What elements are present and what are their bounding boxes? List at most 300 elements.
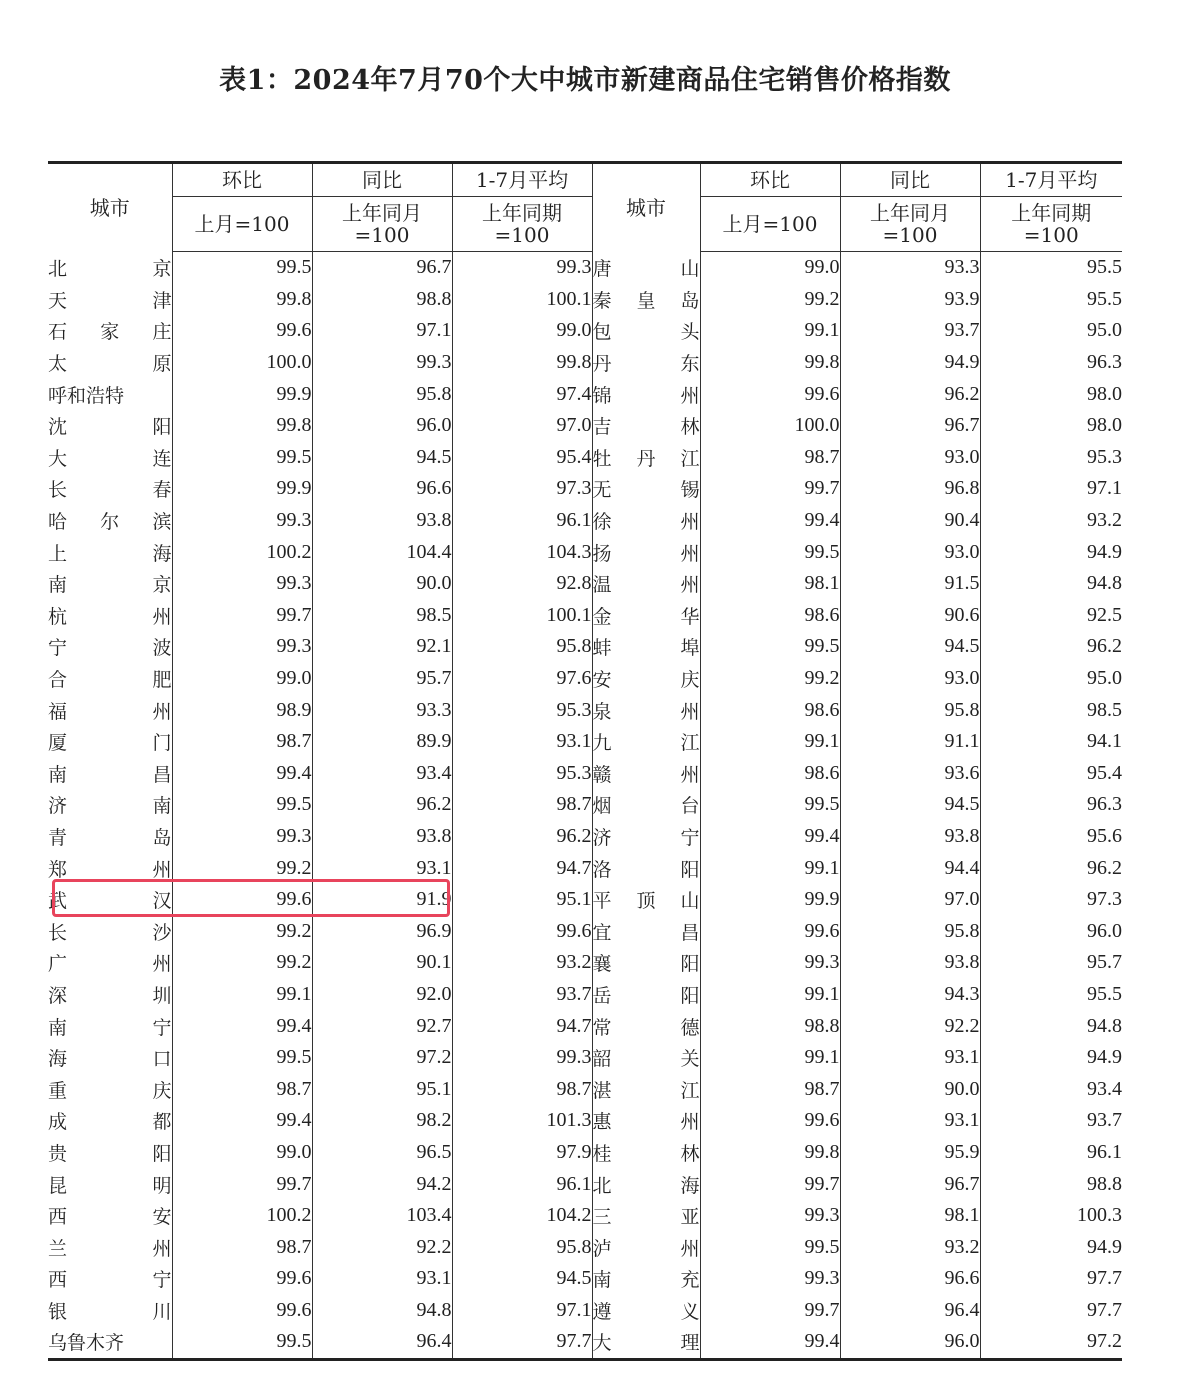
city-cell (48, 663, 172, 695)
mom-value: 99.5 (172, 442, 312, 474)
city-cell (592, 789, 700, 821)
city-name: 乌鲁木齐 (48, 1332, 125, 1355)
city-cell (48, 726, 172, 758)
yoy-value: 96.7 (840, 410, 980, 442)
yoy-value: 90.0 (312, 568, 452, 600)
city-name: 桂 林 (592, 1142, 700, 1165)
city-cell (48, 536, 172, 568)
city-name: 大 理 (592, 1332, 700, 1355)
mom-value: 99.7 (700, 1295, 840, 1327)
yoy-value: 97.2 (312, 1042, 452, 1074)
yoy-value: 93.7 (840, 315, 980, 347)
avg-value: 96.3 (1087, 793, 1122, 816)
avg-value: 95.8 (452, 1231, 592, 1263)
city-name: 杭 州 (48, 605, 172, 628)
yoy-value: 94.4 (840, 852, 980, 884)
yoy-value: 92.7 (312, 1010, 452, 1042)
city-cell (592, 1010, 700, 1042)
city-name: 徐 州 (592, 511, 700, 534)
city-name: 安 庆 (592, 669, 700, 692)
city-cell (48, 821, 172, 853)
yoy-value: 93.1 (840, 1105, 980, 1137)
mom-value: 99.7 (172, 1168, 312, 1200)
avg-value: 97.7 (1087, 1298, 1122, 1321)
city-cell (592, 315, 700, 347)
city-cell (48, 947, 172, 979)
yoy-value: 98.5 (312, 600, 452, 632)
table-body (48, 252, 1122, 1360)
mom-value: 99.4 (172, 758, 312, 790)
mom-value: 99.5 (700, 536, 840, 568)
yoy-value: 93.0 (840, 663, 980, 695)
mom-value: 99.3 (172, 821, 312, 853)
yoy-value: 96.8 (840, 473, 980, 505)
city-cell (592, 252, 700, 284)
avg-value: 95.3 (452, 758, 592, 790)
city-name: 丹 东 (592, 353, 700, 376)
city-name: 哈 尔 滨 (48, 511, 172, 534)
city-cell (592, 1231, 700, 1263)
avg-value: 97.7 (452, 1326, 592, 1359)
yoy-value: 96.4 (840, 1295, 980, 1327)
table-row (48, 758, 1122, 790)
mom-value: 99.1 (700, 726, 840, 758)
city-cell (48, 1105, 172, 1137)
city-name: 合 肥 (48, 669, 172, 692)
city-name: 广 州 (48, 953, 172, 976)
city-cell (48, 1231, 172, 1263)
city-cell (48, 1168, 172, 1200)
avg-value: 95.3 (452, 694, 592, 726)
city-cell (592, 442, 700, 474)
avg-value: 104.3 (452, 536, 592, 568)
city-name: 金 华 (592, 605, 700, 628)
mom-value: 99.5 (172, 1042, 312, 1074)
city-name: 上 海 (48, 542, 172, 565)
city-name: 赣 州 (592, 763, 700, 786)
city-name: 湛 江 (592, 1079, 700, 1102)
yoy-value: 91.9 (312, 884, 452, 916)
avg-value: 96.3 (1087, 351, 1122, 374)
avg-value: 95.5 (1087, 287, 1122, 310)
yoy-value: 99.3 (312, 347, 452, 379)
mom-value: 99.3 (700, 1263, 840, 1295)
table-row (48, 947, 1122, 979)
yoy-value: 89.9 (312, 726, 452, 758)
avg-value: 95.6 (1087, 824, 1122, 847)
city-cell (48, 915, 172, 947)
yoy-value: 94.5 (840, 789, 980, 821)
yoy-value: 95.9 (840, 1137, 980, 1169)
city-cell (592, 378, 700, 410)
city-name: 泉 州 (592, 700, 700, 723)
avg-value: 93.7 (452, 979, 592, 1011)
city-cell (592, 884, 700, 916)
avg-value: 94.7 (452, 852, 592, 884)
mom-value: 99.2 (172, 915, 312, 947)
table-row (48, 821, 1122, 853)
avg-value: 98.8 (1087, 1172, 1122, 1195)
header-mom-right: 环比 (700, 163, 840, 197)
city-cell (592, 1168, 700, 1200)
mom-value: 99.6 (172, 884, 312, 916)
avg-value: 95.4 (452, 442, 592, 474)
table-row (48, 568, 1122, 600)
avg-value: 92.8 (452, 568, 592, 600)
yoy-value: 97.1 (312, 315, 452, 347)
avg-value: 95.4 (1087, 761, 1122, 784)
avg-value: 96.2 (1087, 856, 1122, 879)
city-cell (592, 821, 700, 853)
city-cell (48, 631, 172, 663)
city-name: 重 庆 (48, 1079, 172, 1102)
city-name: 蚌 埠 (592, 637, 700, 660)
mom-value: 99.0 (172, 663, 312, 695)
avg-value: 95.7 (1087, 951, 1122, 974)
city-name: 北 海 (592, 1174, 700, 1197)
yoy-value: 96.0 (840, 1326, 980, 1359)
avg-value: 96.2 (452, 821, 592, 853)
city-name: 福 州 (48, 700, 172, 723)
avg-value: 99.8 (452, 347, 592, 379)
city-cell (592, 758, 700, 790)
city-cell (592, 347, 700, 379)
city-cell (48, 410, 172, 442)
avg-value: 97.7 (1087, 1267, 1122, 1290)
city-cell (592, 600, 700, 632)
yoy-value: 103.4 (312, 1200, 452, 1232)
yoy-value: 93.3 (840, 252, 980, 284)
avg-value: 96.1 (452, 505, 592, 537)
city-cell (48, 315, 172, 347)
city-cell (592, 631, 700, 663)
city-name: 南 宁 (48, 1016, 172, 1039)
city-cell (48, 1137, 172, 1169)
avg-value: 99.3 (452, 252, 592, 284)
city-name: 常 德 (592, 1016, 700, 1039)
header-mom-base-left: 上月=100 (172, 197, 312, 252)
city-name: 包 头 (592, 321, 700, 344)
header-mom-left: 环比 (172, 163, 312, 197)
avg-value: 101.3 (452, 1105, 592, 1137)
city-name: 长 春 (48, 479, 172, 502)
table-row (48, 536, 1122, 568)
header-yoy-left: 同比 (312, 163, 452, 197)
mom-value: 99.6 (700, 378, 840, 410)
city-cell (592, 663, 700, 695)
city-name: 青 岛 (48, 826, 172, 849)
header-avg-base-right: 上年同期 =100 (980, 197, 1122, 252)
city-name: 牡 丹 江 (592, 447, 700, 470)
city-name: 平 顶 山 (592, 890, 700, 913)
city-cell (48, 284, 172, 316)
yoy-value: 91.5 (840, 568, 980, 600)
avg-value: 95.5 (1087, 982, 1122, 1005)
city-cell (592, 979, 700, 1011)
mom-value: 99.9 (172, 473, 312, 505)
table-row (48, 915, 1122, 947)
city-name: 南 京 (48, 574, 172, 597)
city-cell (592, 915, 700, 947)
city-cell (592, 1295, 700, 1327)
avg-value: 94.5 (452, 1263, 592, 1295)
city-name: 岳 阳 (592, 984, 700, 1007)
mom-value: 99.8 (700, 1137, 840, 1169)
mom-value: 99.6 (172, 1263, 312, 1295)
mom-value: 99.5 (172, 252, 312, 284)
yoy-value: 98.2 (312, 1105, 452, 1137)
mom-value: 99.1 (700, 315, 840, 347)
city-cell (592, 1137, 700, 1169)
avg-value: 94.8 (1087, 1014, 1122, 1037)
header-city-right: 城市 (592, 163, 700, 252)
city-cell (592, 947, 700, 979)
mom-value: 98.6 (700, 600, 840, 632)
avg-value: 95.1 (452, 884, 592, 916)
yoy-value: 104.4 (312, 536, 452, 568)
header-city-left: 城市 (48, 163, 172, 252)
yoy-value: 92.2 (840, 1010, 980, 1042)
mom-value: 99.4 (700, 821, 840, 853)
yoy-value: 95.8 (840, 694, 980, 726)
city-name: 惠 州 (592, 1111, 700, 1134)
city-name: 扬 州 (592, 542, 700, 565)
city-cell (48, 1042, 172, 1074)
yoy-value: 93.2 (840, 1231, 980, 1263)
avg-value: 104.2 (452, 1200, 592, 1232)
city-name: 银 川 (48, 1300, 172, 1323)
table-title: 表1：2024年7月70个大中城市新建商品住宅销售价格指数 (219, 65, 951, 96)
city-cell (592, 726, 700, 758)
city-name: 大 连 (48, 447, 172, 470)
city-name: 锦 州 (592, 384, 700, 407)
yoy-value: 96.6 (312, 473, 452, 505)
mom-value: 99.7 (700, 1168, 840, 1200)
yoy-value: 93.8 (312, 505, 452, 537)
avg-value: 97.1 (1087, 477, 1122, 500)
city-name: 海 口 (48, 1048, 172, 1071)
mom-value: 99.4 (172, 1105, 312, 1137)
mom-value: 99.5 (700, 789, 840, 821)
city-name: 北 京 (48, 258, 172, 281)
city-cell (592, 1263, 700, 1295)
mom-value: 99.8 (700, 347, 840, 379)
mom-value: 99.3 (172, 568, 312, 600)
city-name: 石 家 庄 (48, 321, 172, 344)
yoy-value: 90.1 (312, 947, 452, 979)
yoy-value: 90.4 (840, 505, 980, 537)
city-cell (592, 694, 700, 726)
city-name: 济 宁 (592, 826, 700, 849)
yoy-value: 96.4 (312, 1326, 452, 1359)
yoy-value: 94.5 (840, 631, 980, 663)
city-name: 九 江 (592, 732, 700, 755)
mom-value: 99.5 (172, 789, 312, 821)
table-row (48, 1137, 1122, 1169)
avg-value: 93.2 (1087, 509, 1122, 532)
table-row (48, 1200, 1122, 1232)
yoy-value: 96.9 (312, 915, 452, 947)
mom-value: 99.0 (172, 1137, 312, 1169)
avg-value: 94.9 (1087, 1046, 1122, 1069)
mom-value: 99.5 (700, 1231, 840, 1263)
table-row (48, 1168, 1122, 1200)
mom-value: 99.4 (700, 1326, 840, 1359)
city-name: 成 都 (48, 1111, 172, 1134)
avg-value: 98.7 (452, 1073, 592, 1105)
yoy-value: 94.2 (312, 1168, 452, 1200)
city-name: 唐 山 (592, 258, 700, 281)
yoy-value: 95.7 (312, 663, 452, 695)
mom-value: 99.0 (700, 252, 840, 284)
city-name: 深 圳 (48, 984, 172, 1007)
avg-value: 97.3 (452, 473, 592, 505)
yoy-value: 96.7 (840, 1168, 980, 1200)
city-cell (48, 473, 172, 505)
mom-value: 99.8 (172, 410, 312, 442)
yoy-value: 94.8 (312, 1295, 452, 1327)
city-name: 济 南 (48, 795, 172, 818)
avg-value: 94.9 (1087, 540, 1122, 563)
yoy-value: 96.2 (312, 789, 452, 821)
city-name: 温 州 (592, 574, 700, 597)
city-name: 洛 阳 (592, 858, 700, 881)
header-avg-base-left: 上年同期 =100 (452, 197, 592, 252)
mom-value: 99.2 (700, 663, 840, 695)
city-name: 贵 阳 (48, 1142, 172, 1165)
yoy-value: 93.1 (840, 1042, 980, 1074)
yoy-value: 93.8 (312, 821, 452, 853)
city-cell (48, 378, 172, 410)
avg-value: 97.2 (980, 1326, 1122, 1359)
yoy-value: 95.1 (312, 1073, 452, 1105)
mom-value: 98.6 (700, 758, 840, 790)
city-name: 太 原 (48, 353, 172, 376)
mom-value: 98.9 (172, 694, 312, 726)
city-name: 宜 昌 (592, 921, 700, 944)
mom-value: 98.7 (172, 1073, 312, 1105)
city-cell (48, 1010, 172, 1042)
yoy-value: 90.0 (840, 1073, 980, 1105)
mom-value: 99.4 (700, 505, 840, 537)
city-name: 兰 州 (48, 1237, 172, 1260)
city-name: 南 充 (592, 1269, 700, 1292)
avg-value: 99.3 (452, 1042, 592, 1074)
mom-value: 98.7 (700, 1073, 840, 1105)
table-row (48, 378, 1122, 410)
avg-value: 94.7 (452, 1010, 592, 1042)
mom-value: 98.7 (172, 1231, 312, 1263)
mom-value: 99.1 (700, 852, 840, 884)
mom-value: 99.9 (172, 378, 312, 410)
city-name: 襄 阳 (592, 953, 700, 976)
avg-value: 98.5 (1087, 698, 1122, 721)
mom-value: 99.7 (172, 600, 312, 632)
avg-value: 96.2 (1087, 635, 1122, 658)
table-row (48, 694, 1122, 726)
header-avg-left: 1-7月平均 (452, 163, 592, 197)
city-name: 西 安 (48, 1206, 172, 1229)
city-cell (48, 600, 172, 632)
mom-value: 99.2 (700, 284, 840, 316)
yoy-value: 93.9 (840, 284, 980, 316)
city-name: 宁 波 (48, 637, 172, 660)
yoy-value: 96.6 (840, 1263, 980, 1295)
avg-value: 97.0 (452, 410, 592, 442)
city-name: 厦 门 (48, 732, 172, 755)
header-yoy-right: 同比 (840, 163, 980, 197)
mom-value: 99.3 (172, 505, 312, 537)
yoy-value: 95.8 (840, 915, 980, 947)
city-cell (48, 1200, 172, 1232)
city-cell (48, 758, 172, 790)
mom-value: 99.6 (700, 1105, 840, 1137)
table-row (48, 789, 1122, 821)
mom-value: 100.2 (172, 536, 312, 568)
avg-value: 97.4 (452, 378, 592, 410)
avg-value: 98.0 (1087, 414, 1122, 437)
city-cell (48, 979, 172, 1011)
mom-value: 99.6 (700, 915, 840, 947)
highlight-box (52, 879, 450, 917)
mom-value: 99.1 (700, 1042, 840, 1074)
yoy-value: 97.0 (840, 884, 980, 916)
city-cell (48, 347, 172, 379)
mom-value: 100.0 (700, 410, 840, 442)
avg-value: 94.1 (1087, 730, 1122, 753)
yoy-value: 96.2 (840, 378, 980, 410)
table-row (48, 1042, 1122, 1074)
city-name: 泸 州 (592, 1237, 700, 1260)
table-row (48, 631, 1122, 663)
table-row (48, 252, 1122, 284)
yoy-value: 91.1 (840, 726, 980, 758)
yoy-value: 93.0 (840, 536, 980, 568)
table-row (48, 600, 1122, 632)
avg-value: 92.5 (1087, 603, 1122, 626)
yoy-value: 93.0 (840, 442, 980, 474)
yoy-value: 93.3 (312, 694, 452, 726)
mom-value: 98.8 (700, 1010, 840, 1042)
city-cell (592, 505, 700, 537)
city-cell (48, 1295, 172, 1327)
table-row (48, 284, 1122, 316)
city-cell (592, 1326, 700, 1359)
mom-value: 99.1 (700, 979, 840, 1011)
yoy-value: 96.7 (312, 252, 452, 284)
mom-value: 99.6 (172, 315, 312, 347)
avg-value: 93.7 (1087, 1109, 1122, 1132)
city-cell (48, 694, 172, 726)
mom-value: 99.5 (172, 1326, 312, 1359)
avg-value: 99.0 (452, 315, 592, 347)
yoy-value: 98.8 (312, 284, 452, 316)
mom-value: 98.6 (700, 694, 840, 726)
yoy-value: 94.3 (840, 979, 980, 1011)
city-name: 烟 台 (592, 795, 700, 818)
city-name: 呼和浩特 (48, 384, 125, 407)
table-row (48, 410, 1122, 442)
city-name: 武 汉 (48, 890, 172, 913)
mom-value: 99.7 (700, 473, 840, 505)
header-mom-base-right: 上月=100 (700, 197, 840, 252)
yoy-value: 92.0 (312, 979, 452, 1011)
mom-value: 99.3 (700, 947, 840, 979)
avg-value: 95.8 (452, 631, 592, 663)
avg-value: 98.0 (1087, 382, 1122, 405)
city-cell (48, 442, 172, 474)
table-row (48, 1263, 1122, 1295)
